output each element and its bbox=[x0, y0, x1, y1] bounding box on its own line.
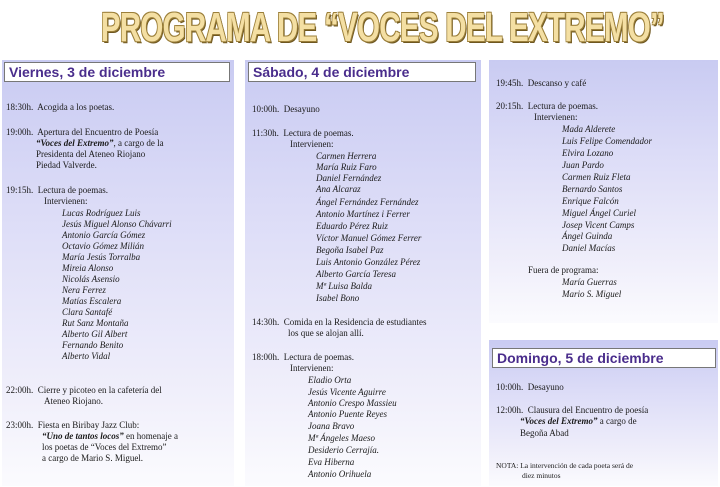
poet-name: Antonio Puente Reyes bbox=[308, 409, 387, 419]
friday-apertura-line3: Presidenta del Ateneo Riojano bbox=[36, 149, 146, 159]
poet-name: Luis Antonio González Pérez bbox=[316, 257, 421, 267]
event-time: 19:45h. bbox=[496, 78, 524, 88]
note-text: NOTA: La intervención de cada poeta será de bbox=[496, 461, 634, 470]
poet-name: Desiderio Cerrajía. bbox=[308, 445, 379, 455]
intervienen-label: Intervienen: bbox=[44, 196, 88, 206]
poet-name: Rut Sanz Montaña bbox=[62, 318, 129, 328]
saturday-event-lectura-2 bbox=[252, 352, 354, 363]
event-time: 23:00h. bbox=[6, 420, 34, 430]
event-text: Desayuno bbox=[527, 382, 564, 392]
saturday-comida-line2: los que se alojan allí. bbox=[288, 328, 364, 338]
event-text: Lectura de poemas. bbox=[37, 185, 108, 195]
sunday-clausura-line2: “Voces del Extremo” a cargo de bbox=[520, 416, 637, 426]
event-time: 18:00h. bbox=[252, 352, 280, 362]
saturday-event-desayuno bbox=[252, 104, 320, 115]
poet-name: Begoña Isabel Paz bbox=[316, 245, 384, 255]
event-text: Lectura de poemas. bbox=[283, 352, 354, 362]
event-time: 12:00h. bbox=[496, 405, 524, 415]
event-time: 10:00h. bbox=[496, 382, 524, 392]
poet-name: Mada Alderete bbox=[562, 124, 616, 134]
poet-name: Joana Bravo bbox=[308, 421, 355, 431]
poet-name: Isabel Bono bbox=[316, 293, 360, 303]
sunday-heading: Domingo, 5 de diciembre bbox=[492, 348, 716, 368]
poet-name: Nicolás Asensio bbox=[62, 274, 120, 284]
intervienen-label: Intervienen: bbox=[534, 112, 578, 122]
poet-name: Elvira Lozano bbox=[562, 148, 614, 158]
poet-name: Fernando Benito bbox=[62, 340, 124, 350]
event-time: 18:30h. bbox=[6, 102, 34, 112]
poet-name: Alberto García Teresa bbox=[316, 269, 396, 279]
poet-name: Clara Santafé bbox=[62, 307, 113, 317]
friday-event-cierre bbox=[6, 385, 162, 396]
poet-name: Antonio Martínez i Ferrer bbox=[316, 209, 410, 219]
friday-event-lectura bbox=[6, 185, 108, 196]
saturday-event-comida bbox=[252, 317, 426, 328]
friday-fiesta-line2: “Uno de tantos locos” en homenaje a bbox=[42, 431, 178, 441]
poet-name: Mario S. Miguel bbox=[562, 289, 622, 299]
event-time: 11:30h. bbox=[252, 128, 279, 138]
event-text: Descanso y café bbox=[527, 78, 587, 88]
friday-heading: Viernes, 3 de diciembre bbox=[4, 62, 230, 82]
festival-name: “Voces del Extremo” bbox=[520, 416, 598, 426]
poet-name: Mª Luisa Balda bbox=[316, 281, 372, 291]
saturday-heading: Sábado, 4 de diciembre bbox=[248, 62, 476, 82]
note-text-line2: diez minutos bbox=[522, 471, 561, 480]
poet-name: Daniel Macías bbox=[562, 243, 616, 253]
intervienen-label: Intervienen: bbox=[290, 139, 334, 149]
poet-name: Matías Escalera bbox=[62, 296, 122, 306]
poet-name: Carmen Ruiz Fleta bbox=[562, 172, 631, 182]
poet-name: Carmen Herrera bbox=[316, 151, 377, 161]
poet-name: María Guerras bbox=[562, 277, 617, 287]
show-name: “Uno de tantos locos” bbox=[42, 431, 124, 441]
poet-name: Josep Vicent Camps bbox=[562, 220, 635, 230]
page-title: PROGRAMA DE “VOCES DEL EXTREMO” bbox=[100, 4, 665, 50]
event-text: Cierre y picoteo en la cafetería del bbox=[37, 385, 162, 395]
friday-event-acogida bbox=[6, 102, 114, 113]
friday-event-fiesta bbox=[6, 420, 139, 431]
friday-apertura-line4: Piedad Valverde. bbox=[36, 160, 97, 170]
poet-name: Alberto Vidal bbox=[62, 351, 111, 361]
friday-event-apertura bbox=[6, 127, 158, 138]
poet-name: Enrique Falcón bbox=[562, 196, 619, 206]
event-text: Apertura del Encuentro de Poesía bbox=[37, 127, 159, 137]
poet-name: Eva Hiberna bbox=[308, 457, 355, 467]
poet-name: Mª Ángeles Maeso bbox=[308, 433, 375, 443]
poet-name: Antonio Orihuela bbox=[308, 469, 372, 479]
poet-name: Juan Pardo bbox=[562, 160, 604, 170]
poet-name: Octavio Gómez Milián bbox=[62, 241, 144, 251]
poet-name: Luis Felipe Comendador bbox=[562, 136, 652, 146]
poet-name: Lucas Rodríguez Luis bbox=[62, 208, 141, 218]
poet-name: Nera Ferrez bbox=[62, 285, 106, 295]
poet-name: Miguel Ángel Curiel bbox=[562, 208, 636, 218]
event-time: 19:00h. bbox=[6, 127, 34, 137]
poet-name: Alberto Gil Albert bbox=[62, 329, 128, 339]
poet-name: Víctor Manuel Gómez Ferrer bbox=[316, 233, 422, 243]
poet-name: Jesús Miguel Alonso Chávarri bbox=[62, 219, 172, 229]
poet-name: María Ruiz Faro bbox=[316, 162, 377, 172]
friday-fiesta-line4: a cargo de Mario S. Miguel. bbox=[42, 453, 144, 463]
poet-name: Mireia Alonso bbox=[62, 263, 114, 273]
festival-name: “Voces del Extremo” bbox=[36, 138, 114, 148]
saturday-event-lectura-3 bbox=[496, 101, 598, 112]
poet-name: Eladio Orta bbox=[308, 375, 352, 385]
event-time: 14:30h. bbox=[252, 317, 280, 327]
poet-name: Ángel Guinda bbox=[562, 231, 613, 241]
event-time: 19:15h. bbox=[6, 185, 34, 195]
event-text: Acogida a los poetas. bbox=[37, 102, 115, 112]
poet-name: Antonio García Gómez bbox=[62, 230, 146, 240]
event-text: Lectura de poemas. bbox=[283, 128, 354, 138]
poet-name: Ana Alcaraz bbox=[316, 184, 361, 194]
poet-name: Ángel Fernández Fernández bbox=[316, 197, 419, 207]
sunday-event-clausura bbox=[496, 405, 648, 416]
friday-cierre-line2: Ateneo Riojano. bbox=[44, 396, 103, 406]
event-text: Clausura del Encuentro de poesía bbox=[527, 405, 649, 415]
event-time: 10:00h. bbox=[252, 104, 280, 114]
friday-apertura-line2: “Voces del Extremo”, a cargo de la bbox=[36, 138, 164, 148]
event-text: Desayuno bbox=[283, 104, 320, 114]
poet-name: María Jesús Torralba bbox=[62, 252, 141, 262]
event-time: 20:15h. bbox=[496, 101, 524, 111]
event-text: Fiesta en Biribay Jazz Club: bbox=[37, 420, 140, 430]
event-text: Comida en la Residencia de estudiantes bbox=[283, 317, 427, 327]
poet-name: Eduardo Pérez Ruiz bbox=[316, 221, 388, 231]
sunday-clausura-line3: Begoña Abad bbox=[520, 428, 569, 438]
sunday-event-desayuno bbox=[496, 382, 564, 393]
poet-name: Daniel Fernández bbox=[316, 173, 382, 183]
intervienen-label: Intervienen: bbox=[290, 363, 334, 373]
poet-name: Antonio Crespo Massieu bbox=[308, 398, 397, 408]
event-text: Lectura de poemas. bbox=[527, 101, 598, 111]
poet-name: Jesús Vicente Aguirre bbox=[308, 387, 386, 397]
friday-fiesta-line3: los poetas de “Voces del Extremo” bbox=[42, 442, 167, 452]
event-time: 22:00h. bbox=[6, 385, 34, 395]
saturday-event-descanso bbox=[496, 78, 586, 89]
outside-program-label: Fuera de programa: bbox=[528, 265, 599, 275]
poet-name: Bernardo Santos bbox=[562, 184, 623, 194]
saturday-event-lectura-1 bbox=[252, 128, 354, 139]
